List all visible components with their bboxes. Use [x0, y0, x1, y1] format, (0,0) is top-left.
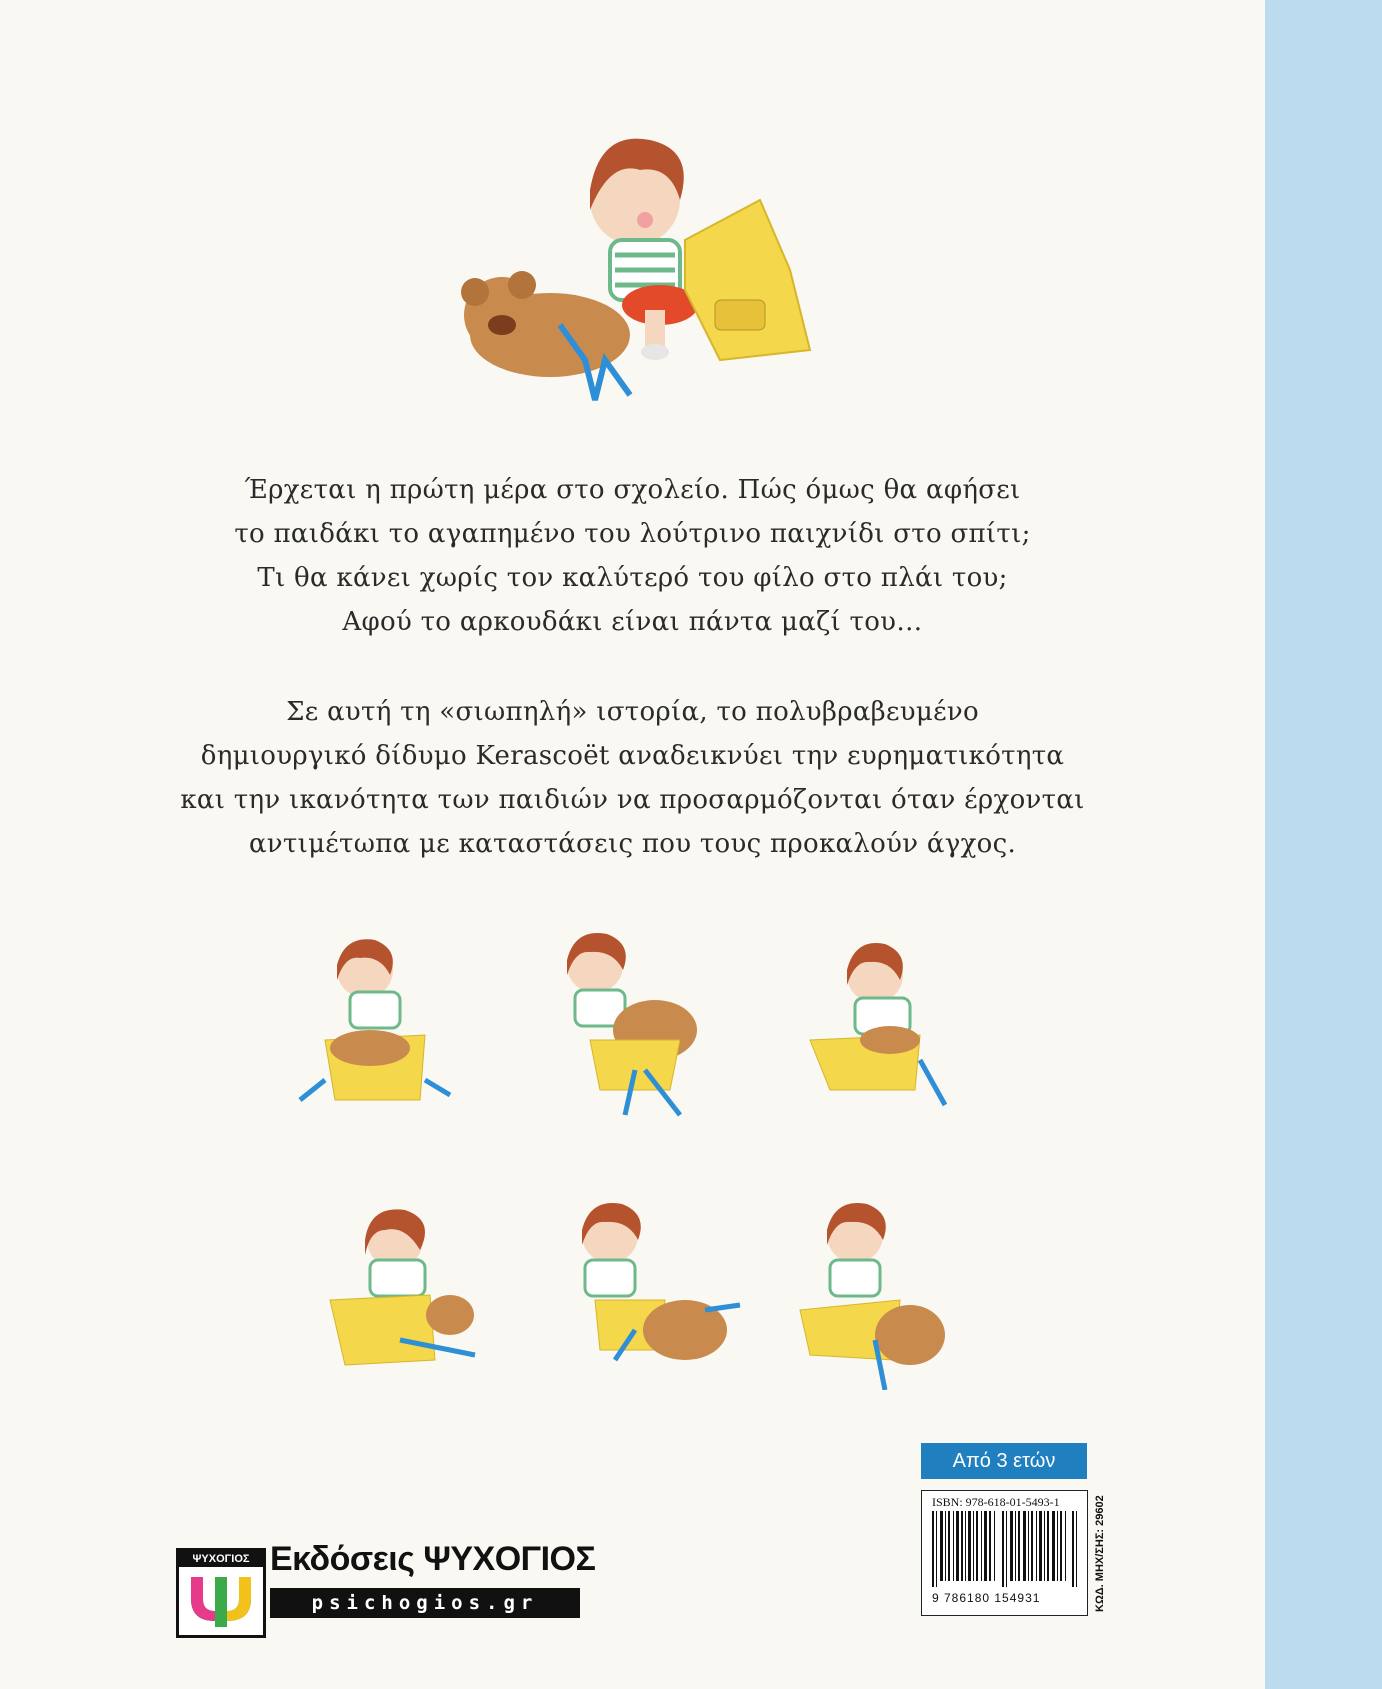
- blurb-paragraph-2: [130, 690, 1135, 866]
- publisher-logo-text: ΨΥΧΟΓΙΟΣ: [179, 1551, 263, 1567]
- blurb-line: Σε αυτή τη «σιωπηλή» ιστορία, το πολυβραβευμένο: [286, 697, 979, 727]
- blurb-line: Έρχεται η πρώτη μέρα στο σχολείο. Πώς όμως θα αφήσει: [244, 475, 1021, 505]
- isbn-barcode-box: [921, 1490, 1088, 1616]
- product-code-text: ΚΩΔ. ΜΗΧ/ΣΗΣ: 29602: [1094, 1495, 1106, 1612]
- book-spine-edge: [1265, 0, 1382, 1689]
- publisher-logo: [176, 1548, 266, 1638]
- vignette-illustration-4: [310, 1200, 480, 1380]
- vignette-illustration-2: [535, 920, 710, 1120]
- vignette-illustration-3: [800, 930, 960, 1110]
- blurb-line: Τι θα κάνει χωρίς τον καλύτερό του φίλο στο πλάι του;: [257, 563, 1008, 593]
- vignette-illustration-1: [295, 930, 455, 1110]
- blurb-line: και την ικανότητα των παιδιών να προσαρμόζονται όταν έρχονται: [180, 785, 1085, 815]
- blurb-line: Αφού το αρκουδάκι είναι πάντα μαζί του…: [342, 607, 923, 637]
- barcode-icon: [932, 1511, 1078, 1587]
- barcode-digits: 9 786180 154931: [932, 1591, 1041, 1605]
- vignette-illustration-5: [555, 1190, 745, 1385]
- vignette-illustration-6: [790, 1190, 970, 1390]
- age-badge: Από 3 ετών: [921, 1443, 1087, 1479]
- blurb-line: δημιουργικό δίδυμο Kerascoët αναδεικνύει την ευρηματικότητα: [200, 741, 1065, 771]
- psi-logo-icon: [185, 1571, 257, 1629]
- blurb-line: αντιμέτωπα με καταστάσεις που τους προκαλούν άγχος.: [248, 829, 1017, 859]
- blurb-line: το παιδάκι το αγαπημένο του λούτρινο παιχνίδι στο σπίτι;: [234, 519, 1031, 549]
- publisher-url[interactable]: psichogios.gr: [270, 1588, 580, 1618]
- product-code: [1088, 1490, 1106, 1614]
- isbn-label: ISBN: 978-618-01-5493-1: [932, 1495, 1060, 1509]
- blurb-paragraph-1: [130, 468, 1135, 644]
- publisher-name: Εκδόσεις ΨΥΧΟΓΙΟΣ: [270, 1540, 596, 1578]
- main-illustration: [430, 120, 850, 420]
